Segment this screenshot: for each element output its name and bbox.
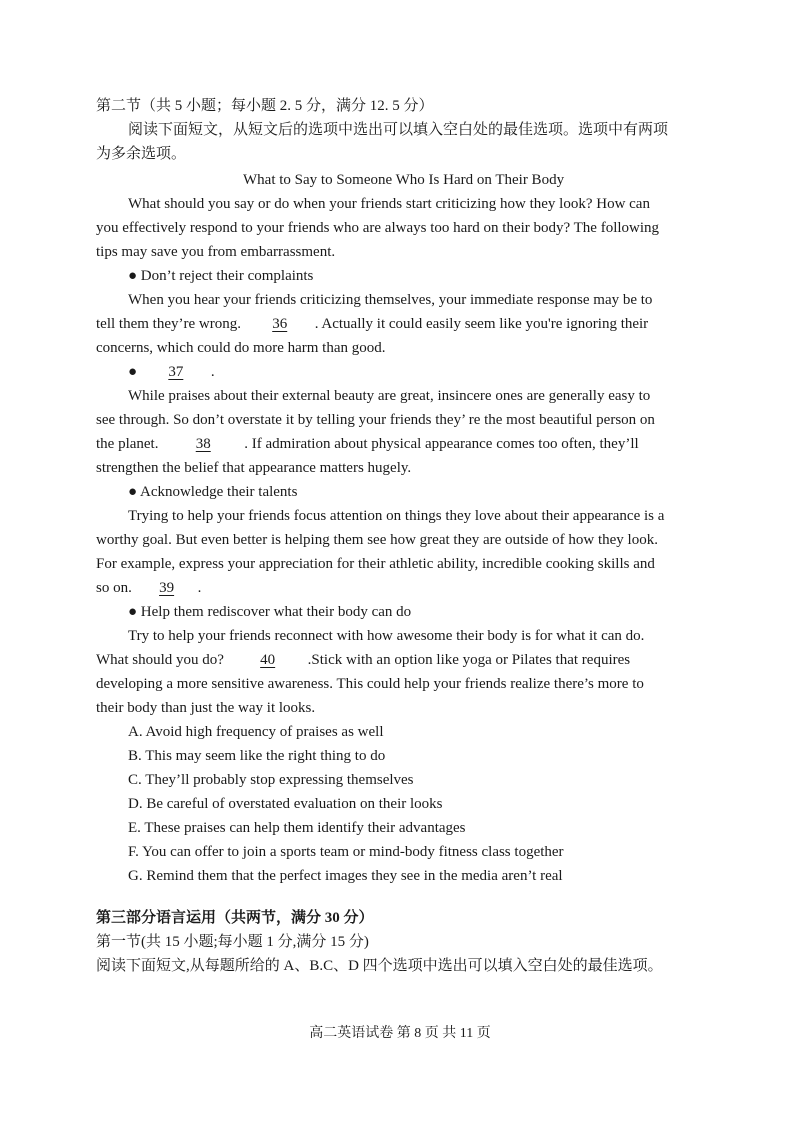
p4-line-2-post: .Stick with an option like yoga or Pilates that requires (307, 652, 631, 668)
p1-line-2 (96, 314, 648, 334)
blank-39: 39 (159, 580, 175, 596)
option-d: D. Be careful of overstated evaluation on their looks (128, 796, 443, 812)
part3-heading: 第三部分语言运用（共两节，满分 30 分） (96, 910, 374, 926)
p3-line-1: Trying to help your friends focus attention on things they love about their appearance is a (128, 508, 665, 524)
bullet-dot: ● (128, 364, 138, 380)
p4-line-4: their body than just the way it looks. (96, 700, 316, 716)
p1-line-2-pre: tell them they’re wrong. (96, 316, 241, 332)
bullet-heading-1: ● Don’t reject their complaints (128, 268, 314, 284)
bullet-heading-4: ● Help them rediscover what their body can do (128, 604, 412, 620)
blank-36: 36 (272, 316, 288, 332)
option-b: B. This may seem like the right thing to do (128, 748, 386, 764)
p3-line-2: worthy goal. But even better is helping them see how great they are outside of how they look. (96, 532, 658, 548)
section-heading: 第二节（共 5 小题；每小题 2. 5 分，满分 12. 5 分） (96, 98, 434, 114)
blank-40: 40 (260, 652, 276, 668)
p2-line-3-post: . If admiration about physical appearance comes too often, they’ll (244, 436, 639, 452)
instruction-line-2: 为多余选项。 (96, 146, 187, 162)
page-footer: 高二英语试卷 第 8 页 共 11 页 (309, 1026, 491, 1041)
option-f: F. You can offer to join a sports team or mind-body fitness class together (128, 844, 564, 860)
p3-line-4-pre: so on. (96, 580, 132, 596)
p1-line-1: When you hear your friends criticizing themselves, your immediate response may be to (128, 292, 653, 308)
p4-line-2 (96, 650, 630, 670)
part3-instruction: 阅读下面短文,从每题所给的 A、B.C、D 四个选项中选出可以填入空白处的最佳选项。 (96, 958, 663, 974)
intro-line-3: tips may save you from embarrassment. (96, 244, 336, 260)
blank-37: 37 (168, 364, 184, 380)
intro-line-2: you effectively respond to your friends who are always too hard on their body? The following (96, 220, 660, 236)
p1-line-2-post: . Actually it could easily seem like you're ignoring their (314, 316, 649, 332)
p3-line-4: so on. 39 . (96, 580, 202, 596)
option-e: E. These praises can help them identify their advantages (128, 820, 466, 836)
p4-line-3: developing a more sensitive awareness. This could help your friends realize there’s more to (96, 676, 644, 692)
p3-line-3: For example, express your appreciation for their athletic ability, incredible cooking skills and (96, 556, 655, 572)
part3-section1: 第一节(共 15 小题;每小题 1 分,满分 15 分) (96, 934, 369, 950)
p2-line-1: While praises about their external beauty are great, insincere ones are generally easy to (128, 388, 651, 404)
bullet-heading-2: ● 37 . (128, 364, 215, 380)
option-c: C. They’ll probably stop expressing themselves (128, 772, 414, 788)
p4-line-2-pre: What should you do? (96, 652, 224, 668)
option-g: G. Remind them that the perfect images they see in the media aren’t real (128, 868, 563, 884)
p2-line-4: strengthen the belief that appearance matters hugely. (96, 460, 412, 476)
p2-line-2: see through. So don’t overstate it by telling your friends they’ re the most beautiful person on (96, 412, 655, 428)
instruction-line-1: 阅读下面短文，从短文后的选项中选出可以填入空白处的最佳选项。选项中有两项 (128, 122, 669, 138)
blank-38: 38 (195, 436, 211, 452)
intro-line-1: What should you say or do when your friends start criticizing how they look? How can (128, 196, 650, 212)
p2-line-3 (96, 434, 639, 454)
p2-line-3-pre: the planet. (96, 436, 159, 452)
p4-line-1: Try to help your friends reconnect with how awesome their body is for what it can do. (128, 628, 645, 644)
passage-title: What to Say to Someone Who Is Hard on Their Body (243, 172, 565, 188)
bullet-heading-3: ● Acknowledge their talents (128, 484, 298, 500)
option-a: A. Avoid high frequency of praises as well (128, 724, 384, 740)
p1-line-3: concerns, which could do more harm than good. (96, 340, 386, 356)
